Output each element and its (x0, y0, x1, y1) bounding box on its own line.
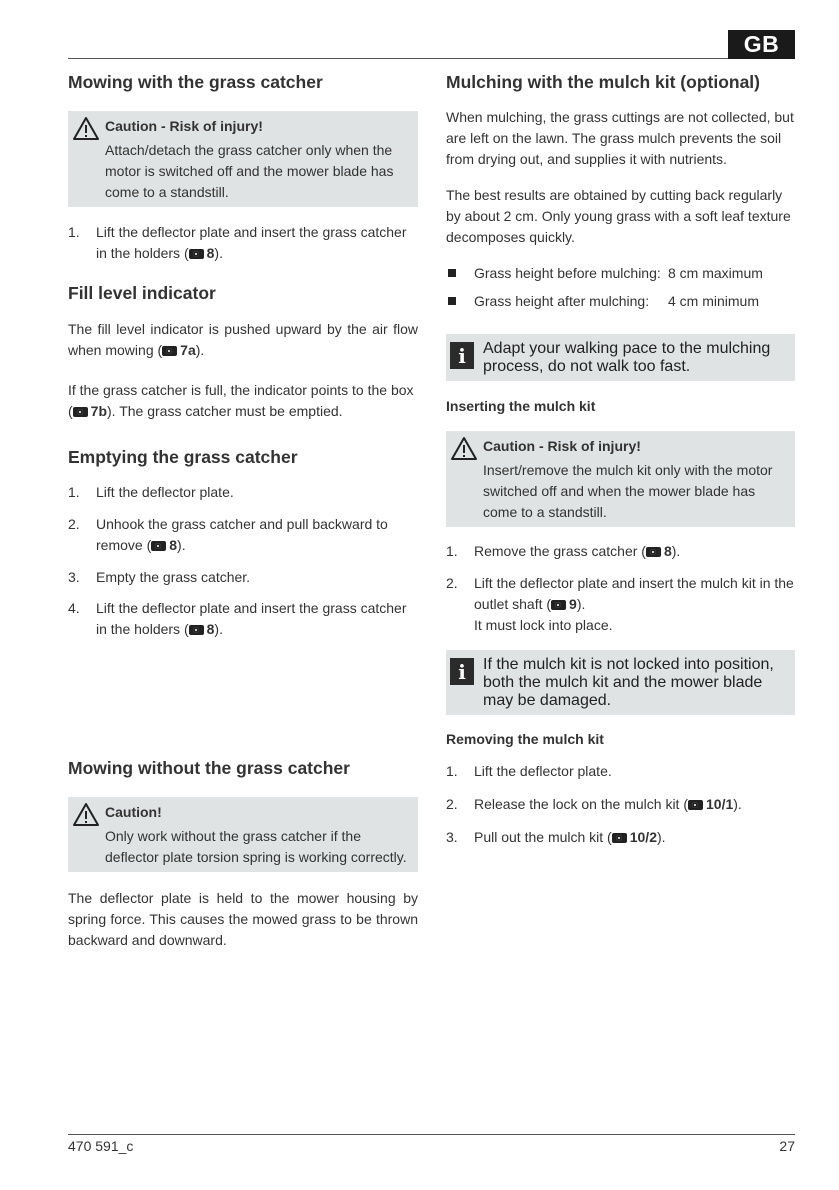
paragraph: The deflector plate is held to the mower housing by spring force. This causes the mowed grass to be thrown backward and downward. (68, 890, 418, 948)
figure-reference: 9 (551, 596, 577, 612)
caution-text: Attach/detach the grass catcher only when the motor is switched off and the mower blade has come to a standstill. (105, 142, 394, 200)
warning-triangle-icon (72, 802, 100, 828)
step-list (446, 541, 796, 636)
figure-reference: 7a (162, 342, 196, 358)
header-rule (68, 58, 728, 59)
list-item: 2. Lift the deflector plate and insert the mulch kit in the outlet shaft ( 9). It must lock into place. (446, 575, 794, 633)
caution-title: Caution - Risk of injury! (105, 118, 263, 134)
figure-reference: 10/2 (612, 829, 657, 845)
paragraph: The fill level indicator is pushed upward by the air flow when mowing ( 7a). (68, 321, 418, 358)
paragraph: If the grass catcher is full, the indicator points to the box ( 7b). The grass catcher must be emptied. (68, 382, 414, 419)
camera-icon (551, 600, 566, 610)
info-box (446, 334, 795, 381)
info-text: If the mulch kit is not locked into position, both the mulch kit and the mower blade may be damaged. (483, 656, 774, 709)
figure-reference: 8 (189, 245, 215, 261)
step-list (68, 222, 413, 264)
camera-icon (151, 541, 166, 551)
list-item: 1. Lift the deflector plate and insert the grass catcher in the holders ( 8). (68, 224, 407, 261)
figure-reference: 10/1 (688, 796, 733, 812)
camera-icon (73, 407, 88, 417)
list-item: 3. Empty the grass catcher. (68, 569, 251, 585)
warning-triangle-icon (72, 116, 100, 142)
list-item: Grass height before mulching: 8 cm maximum (446, 263, 796, 284)
list-item: 1. Remove the grass catcher ( 8). (446, 543, 681, 559)
info-box (446, 650, 795, 715)
subsection-heading: Removing the mulch kit (446, 731, 604, 747)
section-heading: Fill level indicator (68, 283, 216, 303)
list-item: 3. Pull out the mulch kit ( 10/2). (446, 829, 666, 845)
caution-box (68, 797, 418, 872)
step-list (68, 482, 413, 640)
step-list (446, 761, 796, 848)
figure-reference: 8 (151, 537, 177, 553)
caution-box (68, 111, 418, 207)
figure-reference: 8 (189, 621, 215, 637)
paragraph: When mulching, the grass cuttings are not collected, but are left on the lawn. The grass mulch prevents the soil from drying out, and supplies it with nutrients. (446, 109, 794, 167)
list-item: 1. Lift the deflector plate. (446, 763, 612, 779)
section-heading: Emptying the grass catcher (68, 447, 298, 467)
section-heading: Mowing without the grass catcher (68, 758, 350, 778)
warning-triangle-icon (450, 436, 478, 462)
camera-icon (688, 800, 703, 810)
figure-reference: 7b (73, 403, 107, 419)
step-note: It must lock into place. (474, 617, 613, 633)
caution-title: Caution - Risk of injury! (483, 438, 641, 454)
camera-icon (189, 249, 204, 259)
info-icon: i (450, 342, 474, 369)
camera-icon (646, 547, 661, 557)
footer-rule (68, 1134, 795, 1135)
bullet-list (446, 263, 796, 312)
document-code: 470 591_c (68, 1138, 134, 1154)
caution-text: Only work without the grass catcher if the deflector plate torsion spring is working correctly. (105, 828, 407, 865)
camera-icon (612, 833, 627, 843)
language-tab: GB (728, 30, 795, 59)
section-heading: Mowing with the grass catcher (68, 72, 323, 92)
paragraph: The best results are obtained by cutting back regularly by about 2 cm. Only young grass with a soft leaf texture decomposes quickly. (446, 187, 791, 245)
list-item: 4. Lift the deflector plate and insert the grass catcher in the holders ( 8). (68, 600, 407, 637)
caution-text: Insert/remove the mulch kit only with the motor switched off and when the mower blade has come to a standstill. (483, 462, 773, 520)
subsection-heading: Inserting the mulch kit (446, 398, 596, 414)
info-icon: i (450, 658, 474, 685)
info-text: Adapt your walking pace to the mulching process, do not walk too fast. (483, 340, 771, 375)
caution-title: Caution! (105, 804, 162, 820)
caution-box (446, 431, 795, 527)
camera-icon (189, 625, 204, 635)
list-item: 2. Unhook the grass catcher and pull backward to remove ( 8). (68, 516, 388, 553)
list-item: Grass height after mulching: 4 cm minimum (446, 291, 796, 312)
camera-icon (162, 346, 177, 356)
page-number: 27 (779, 1138, 795, 1154)
list-item: 2. Release the lock on the mulch kit ( 10/1). (446, 796, 742, 812)
list-item: 1. Lift the deflector plate. (68, 484, 234, 500)
figure-reference: 8 (646, 543, 672, 559)
section-heading: Mulching with the mulch kit (optional) (446, 72, 761, 92)
